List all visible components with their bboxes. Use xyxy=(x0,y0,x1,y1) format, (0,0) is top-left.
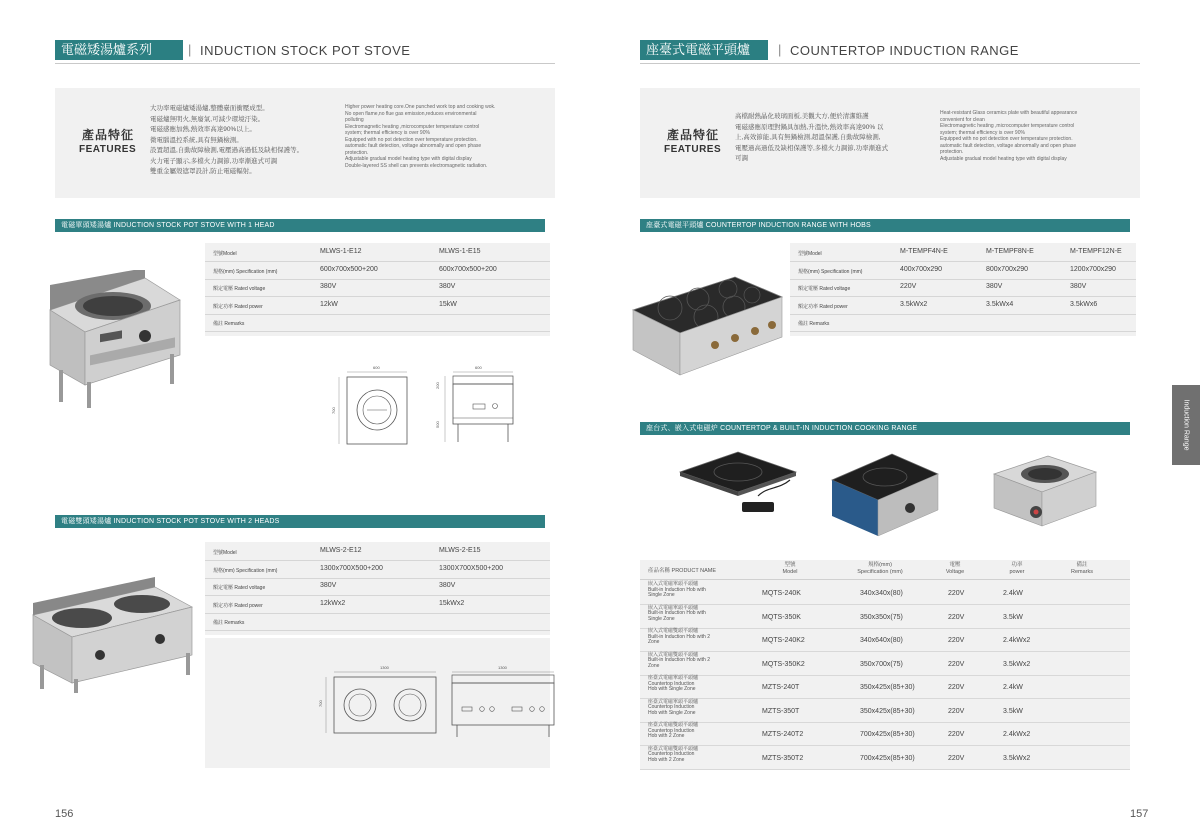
feature-line-en: Electromagnetic heating ,microcomputer temperature control xyxy=(345,123,480,130)
header-line: 型號 xyxy=(784,562,796,568)
left-features-title-en: FEATURES xyxy=(79,144,137,155)
feature-line-cn: 設置超溫,自動故障檢測,電壓過高過低及缺相保護等。 xyxy=(150,147,304,154)
spec-value: 3.5kWx4 xyxy=(986,300,1014,308)
product-name-line: Single Zone xyxy=(648,615,675,622)
product-name xyxy=(648,723,728,740)
product-name-line: 座臺式電磁雙頭平頭爐 xyxy=(648,722,699,728)
feature-line-en: automatic fault detection, voltage abnormally and open phase xyxy=(345,143,482,149)
spec-label: 備註 Remarks xyxy=(213,620,245,626)
product-model: MQTS-350K xyxy=(762,613,801,621)
product-voltage: 220V xyxy=(948,590,965,597)
spec-value: 15kWx2 xyxy=(439,599,465,607)
product-spec: 350x425x(85+30) xyxy=(860,707,915,715)
product-name-line: Single Zone xyxy=(648,592,675,598)
header-line: Specification (mm) xyxy=(857,568,903,575)
feature-line-cn: 電磁感應原理對鍋具加熱,升溫快,熱效率高達90% 以 xyxy=(735,123,884,131)
product-name-line: Zone xyxy=(648,639,660,645)
product-table-row xyxy=(640,628,1130,652)
product-power: 2.4kWx2 xyxy=(1003,731,1031,738)
product-model: MZTS-240T xyxy=(762,684,800,691)
product-name-line: Hob with 2 Zone xyxy=(648,756,685,763)
feature-line-cn: 上,高效節能,具有無鍋檢測,超溫保護,自動故障檢測, xyxy=(735,134,881,141)
feature-line-en: Adjustable gradual model heating type with digital display xyxy=(940,155,1067,162)
spec-label: 備註 Remarks xyxy=(213,321,245,327)
product-voltage: 220V xyxy=(948,684,965,691)
product-name-line: 座臺式電磁單頭平頭爐 xyxy=(648,675,699,681)
left-features-title-cn: 產品特征 xyxy=(82,128,135,142)
spec-row xyxy=(790,263,1136,280)
dim-top-height: 200 xyxy=(435,382,440,389)
feature-line-en: convenient for clean xyxy=(940,116,985,123)
side-tab-label: Induction Range xyxy=(1182,399,1190,451)
feature-line-en: Higher power heating core.One punched work top and cooking wok. xyxy=(345,104,496,110)
spec-label: 額定電壓 Rated voltage xyxy=(798,286,851,292)
spec-label: 額定電壓 Rated voltage xyxy=(213,585,266,591)
spec-row xyxy=(205,544,550,561)
product-power: 3.5kWx2 xyxy=(1003,660,1031,668)
product-name-line: Hob with Single Zone xyxy=(648,686,696,692)
spec-value: 3.5kWx6 xyxy=(1070,300,1098,308)
spec-value: MLWS-1-E15 xyxy=(439,248,481,255)
spec-row xyxy=(205,263,550,280)
spec-label: 型號Model xyxy=(798,251,822,257)
product-model: MZTS-240T2 xyxy=(762,731,804,738)
product-name xyxy=(648,653,728,670)
spec-row xyxy=(790,280,1136,297)
product-spec: 350x700x(75) xyxy=(860,660,903,668)
header-line: 電壓 xyxy=(949,562,961,568)
left-header-sep: | xyxy=(188,42,192,57)
left-section1-bar: 電磁單頭矮湯爐 INDUCTION STOCK POT STOVE WITH 1 HEAD xyxy=(55,219,545,232)
spec-value: 380V xyxy=(986,283,1003,290)
header-line: power xyxy=(1009,568,1025,575)
product-name xyxy=(648,606,728,623)
right-header-line xyxy=(640,63,1140,64)
product-power: 2.4kWx2 xyxy=(1003,637,1031,644)
feature-line-en: polluting xyxy=(345,117,364,123)
product-spec: 340x340x(80) xyxy=(860,590,903,597)
product-table-header xyxy=(640,560,1130,580)
spec-value: 3.5kWx2 xyxy=(900,300,928,308)
dim2-width: 1300 xyxy=(380,665,389,670)
feature-line-cn: 大功率電磁爐矮湯爐,整體臺面衝壓成型。 xyxy=(150,105,269,112)
product-name-line: Hob with Single Zone xyxy=(648,709,696,716)
header-power xyxy=(1002,562,1032,575)
product-voltage: 220V xyxy=(948,613,965,621)
spec-row xyxy=(205,245,550,262)
dim2-width-front: 1300 xyxy=(498,665,507,670)
spec-label: 額定功率 Rated power xyxy=(213,602,263,609)
product-name xyxy=(648,747,728,764)
feature-line-en: system; thermal efficiency is over 90% xyxy=(345,130,430,136)
spec-value: 12kW xyxy=(320,300,338,308)
spec-row xyxy=(205,315,550,332)
product-power: 3.5kW xyxy=(1003,707,1023,715)
spec-label: 規格(mm) Specification (mm) xyxy=(798,268,863,275)
left-features-box xyxy=(55,88,555,198)
product-table-row xyxy=(640,652,1130,676)
feature-line-en: Equipped with no pot detection over temperature protection. xyxy=(345,136,478,143)
spec-value: 380V xyxy=(439,582,456,589)
stock-pot-stove-1-head-image xyxy=(45,270,185,410)
right-features-title-cn: 產品特征 xyxy=(667,128,720,142)
spec-label: 型號Model xyxy=(213,550,237,556)
left-page-number: 156 xyxy=(55,808,74,820)
spec-label: 型號Model xyxy=(213,251,237,257)
product-name-line: 座臺式電磁單頭平頭爐 xyxy=(648,698,699,705)
feature-line-en: Heat-resistant Glass ceramics plate with beautiful appearance xyxy=(940,110,1078,116)
product-name-line: 嵌入式電磁單頭平頭爐 xyxy=(648,604,699,611)
product-spec: 340x640x(80) xyxy=(860,637,903,644)
countertop-induction-hob-image xyxy=(830,450,940,540)
spec-value: 800x700x290 xyxy=(986,265,1029,273)
side-tab[interactable] xyxy=(1172,385,1200,465)
feature-line-cn: 微電腦溫控系統,具有無鍋檢測。 xyxy=(150,136,243,144)
product-name xyxy=(648,629,728,646)
product-table-row xyxy=(640,581,1130,605)
product-table-row xyxy=(640,699,1130,723)
spec-row xyxy=(790,315,1136,332)
feature-line-cn: 雙重金屬殼遮罩設計,防止電磁輻射。 xyxy=(150,168,256,175)
feature-line-cn: 可調 xyxy=(735,155,748,162)
header-line: 備註 xyxy=(1076,562,1088,568)
spec-label: 額定功率 Rated power xyxy=(213,303,263,310)
product-name-line: Built-in Induction Hob with xyxy=(648,586,706,593)
spec-row xyxy=(205,597,550,614)
product-name-line: 嵌入式電磁單頭平頭爐 xyxy=(648,581,699,587)
spec-value: M-TEMPF8N-E xyxy=(986,248,1034,255)
product-voltage: 220V xyxy=(948,637,965,644)
feature-line-en: automatic fault detection, voltage abnormally and open phase xyxy=(940,142,1077,149)
header-line: 規格(mm) xyxy=(868,562,892,568)
spec-value: 1200x700x290 xyxy=(1070,265,1116,273)
spec-value: 380V xyxy=(320,582,337,589)
spec-label: 額定電壓 Rated voltage xyxy=(213,286,266,292)
product-power: 2.4kW xyxy=(1003,590,1023,597)
spec-value: 15kW xyxy=(439,300,457,308)
right-features-en-text xyxy=(940,110,1135,162)
product-spec: 700x425x(85+30) xyxy=(860,731,915,738)
header-line: Remarks xyxy=(1070,568,1093,575)
spec-row xyxy=(205,614,550,631)
product-name xyxy=(648,582,728,599)
right-features-cn-text xyxy=(735,112,935,165)
spec-value: 600x700x500+200 xyxy=(320,265,378,273)
right-section1-bar: 座臺式電磁平頭爐 COUNTERTOP INDUCTION RANGE WITH HOBS xyxy=(640,219,1130,232)
product-table-row xyxy=(640,675,1130,699)
right-page-number: 157 xyxy=(1130,808,1149,820)
header-remarks xyxy=(1067,562,1097,575)
product-power: 3.5kW xyxy=(1003,613,1023,621)
product-power: 3.5kWx2 xyxy=(1003,754,1031,762)
spec-label: 備註 Remarks xyxy=(798,321,830,327)
product-model: MQTS-240K xyxy=(762,590,801,597)
spec-value: 400x700x290 xyxy=(900,265,943,273)
product-voltage: 220V xyxy=(948,754,965,762)
product-spec: 350x350x(75) xyxy=(860,613,903,621)
product-table-row xyxy=(640,746,1130,770)
left-features-cn-text xyxy=(150,104,350,178)
feature-line-en: system; thermal efficiency is over 90% xyxy=(940,129,1025,136)
product-spec: 350x425x(85+30) xyxy=(860,684,915,691)
spec-value: 12kWx2 xyxy=(320,599,346,607)
dim-width: 600 xyxy=(373,365,380,370)
product-name-line: Countertop Induction xyxy=(648,751,695,757)
built-in-induction-hob-image xyxy=(678,450,798,525)
product-voltage: 220V xyxy=(948,731,965,738)
feature-line-en: Double-layered SS shell can prevents electromagnetic radiation. xyxy=(345,162,488,169)
product-name-line: Countertop Induction xyxy=(648,704,695,710)
spec-label: 額定功率 Rated power xyxy=(798,303,848,310)
left-section1-spec-table xyxy=(205,243,550,336)
right-features-box xyxy=(640,88,1140,198)
stock-pot-stove-2-heads-drawing xyxy=(312,663,562,743)
spec-value: 1300X700X500+200 xyxy=(439,564,504,572)
right-page xyxy=(600,0,1200,837)
header-spec xyxy=(845,562,915,575)
spec-value: MLWS-2-E12 xyxy=(320,547,362,554)
spec-label: 規格(mm) Specification (mm) xyxy=(213,567,278,574)
product-name xyxy=(648,676,728,693)
spec-label: 規格(mm) Specification (mm) xyxy=(213,268,278,275)
spec-row xyxy=(205,280,550,297)
spec-value: 380V xyxy=(320,283,337,290)
right-product-table xyxy=(640,560,1130,770)
product-name-line: 嵌入式電磁雙頭平頭爐 xyxy=(648,651,699,658)
right-section2-bar: 座台式、嵌入式电磁炉 COUNTERTOP & BUILT-IN INDUCTION COOKING RANGE xyxy=(640,422,1130,435)
spec-value: 600x700x500+200 xyxy=(439,265,497,273)
spec-value: M-TEMPF12N-E xyxy=(1070,248,1122,255)
feature-line-en: Adjustable gradual model heating type with digital display xyxy=(345,156,472,162)
feature-line-en: No open flame,no flue gas emission,reduces environmental xyxy=(345,110,477,117)
product-name-line: 嵌入式電磁雙頭平頭爐 xyxy=(648,628,699,634)
header-model xyxy=(770,562,810,575)
left-header-cn: 電磁矮湯爐系列 xyxy=(55,40,183,60)
stock-pot-stove-1-head-drawing xyxy=(325,362,525,447)
feature-line-en: protection. xyxy=(345,149,369,156)
feature-line-cn: 電壓過高過低及缺相保護等,多檔火力調節,功率漸進式 xyxy=(735,144,889,152)
dim2-depth: 700 xyxy=(318,700,323,707)
countertop-wok-induction-image xyxy=(990,452,1100,532)
header-voltage xyxy=(940,562,970,575)
header-product-name: 產品名稱 PRODUCT NAME xyxy=(648,568,717,574)
feature-line-cn: 電磁爐無明火,無廢氣,可減少環境汙染。 xyxy=(150,115,265,123)
left-section2-bar: 電磁雙頭矮湯爐 INDUCTION STOCK POT STOVE WITH 2 HEADS xyxy=(55,515,545,528)
product-name-line: Countertop Induction xyxy=(648,680,695,687)
spec-row xyxy=(205,562,550,579)
product-power: 2.4kW xyxy=(1003,684,1023,691)
countertop-induction-range-image xyxy=(630,275,785,385)
spec-row xyxy=(790,245,1136,262)
product-name xyxy=(648,700,728,717)
product-voltage: 220V xyxy=(948,707,965,715)
spec-row xyxy=(790,298,1136,315)
header-line: 功率 xyxy=(1011,562,1023,568)
product-name-line: Countertop Induction xyxy=(648,727,695,734)
spec-value: MLWS-2-E15 xyxy=(439,547,481,554)
header-line: Model xyxy=(782,568,798,575)
feature-line-en: protection. xyxy=(940,149,964,155)
spec-value: M-TEMPF4N-E xyxy=(900,248,948,255)
product-name-line: Built-in Induction Hob with 2 xyxy=(648,657,710,663)
left-section2-spec-table xyxy=(205,542,550,635)
left-header-line xyxy=(55,63,555,64)
product-model: MZTS-350T2 xyxy=(762,754,804,762)
dim-height: 500 xyxy=(435,421,440,428)
product-name-line: Built-in Induction Hob with 2 xyxy=(648,633,710,640)
product-table-row xyxy=(640,722,1130,746)
product-spec: 700x425x(85+30) xyxy=(860,754,915,762)
feature-line-en: Equipped with no pot detection over temperature protection. xyxy=(940,136,1073,142)
product-name-line: Hob with 2 Zone xyxy=(648,733,685,739)
product-model: MQTS-350K2 xyxy=(762,660,805,668)
dim-depth: 700 xyxy=(331,407,336,414)
feature-line-cn: 高檔耐熱晶化玻璃面板,美觀大方,便於清潔維護 xyxy=(735,113,869,120)
feature-line-cn: 電磁感應加熱,熱效率高達90%以上。 xyxy=(150,126,256,133)
dim-width-front: 600 xyxy=(475,365,482,370)
spec-value: 380V xyxy=(1070,283,1087,290)
spec-value: MLWS-1-E12 xyxy=(320,248,362,255)
feature-line-cn: 火力電子顯示,多檔火力調節,功率漸進式可調 xyxy=(150,157,278,165)
left-features-en-text xyxy=(345,104,545,169)
spec-row xyxy=(205,298,550,315)
product-model: MZTS-350T xyxy=(762,707,800,715)
product-table-row xyxy=(640,605,1130,629)
spec-row xyxy=(205,579,550,596)
product-name-line: Zone xyxy=(648,662,660,669)
product-name-line: 座臺式電磁雙頭平頭爐 xyxy=(648,745,699,752)
spec-value: 220V xyxy=(900,283,917,290)
product-voltage: 220V xyxy=(948,660,965,668)
left-header-en: INDUCTION STOCK POT STOVE xyxy=(200,43,411,58)
stock-pot-stove-2-heads-image xyxy=(30,575,195,695)
right-features-title-en: FEATURES xyxy=(664,144,722,155)
header-line: Voltage xyxy=(945,568,965,575)
spec-value: 380V xyxy=(439,283,456,290)
right-header-cn: 座臺式電磁平頭爐 xyxy=(640,40,768,60)
product-model: MQTS-240K2 xyxy=(762,637,805,644)
feature-line-en: Electromagnetic heating ,microcomputer temperature control xyxy=(940,123,1075,129)
product-name-line: Built-in Induction Hob with xyxy=(648,610,706,616)
right-section1-spec-table xyxy=(790,243,1136,336)
right-header-sep: | xyxy=(778,42,782,57)
spec-value: 1300x700X500+200 xyxy=(320,564,383,572)
right-header-en: COUNTERTOP INDUCTION RANGE xyxy=(790,43,1019,58)
